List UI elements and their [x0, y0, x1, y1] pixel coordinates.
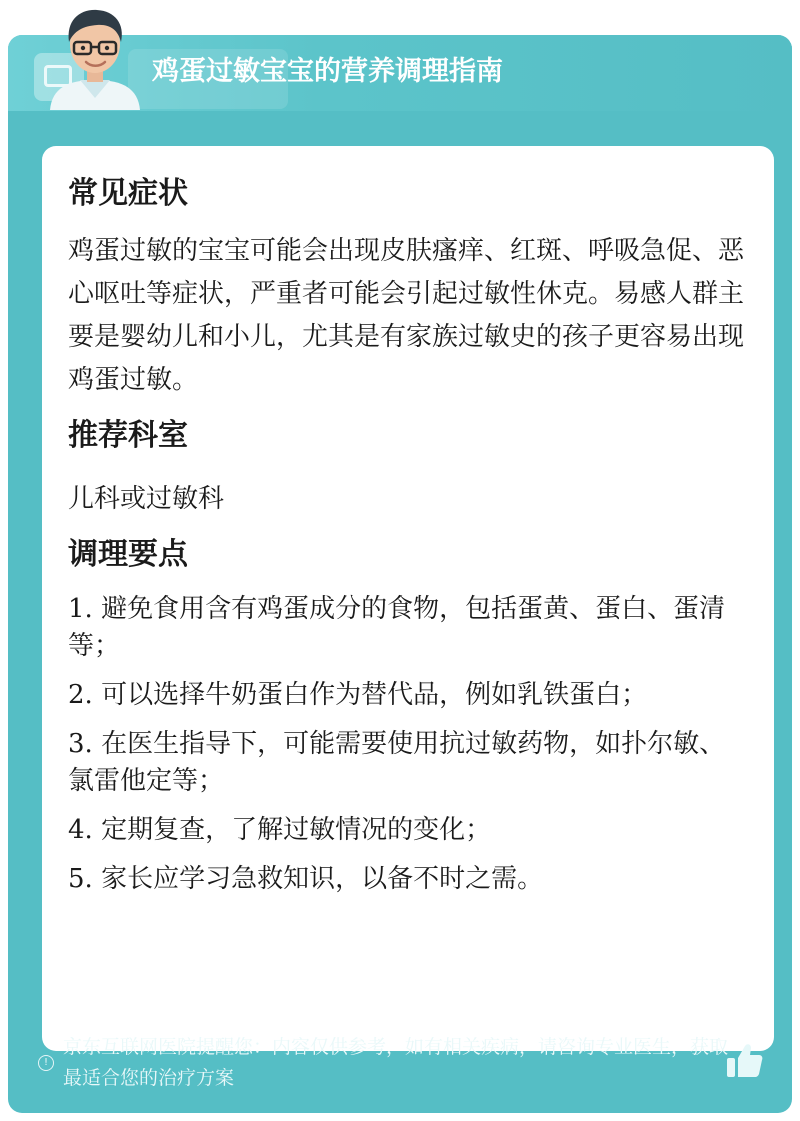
department-text: 儿科或过敏科 — [68, 484, 225, 514]
tip-text: 家长应学习急救知识，以备不时之需。 — [101, 864, 544, 894]
tip-number: 4. — [68, 815, 93, 845]
tip-number: 1. — [68, 594, 93, 624]
tip-text: 定期复查，了解过敏情况的变化； — [101, 815, 492, 845]
page-title: 鸡蛋过敏宝宝的营养调理指南 — [152, 56, 503, 87]
department-heading: 推荐科室 — [68, 418, 188, 453]
content-panel — [42, 146, 774, 1051]
tips-list — [68, 591, 748, 898]
disclaimer-text: 京东互联网医院提醒您：内容仅供参考，如有相关疾病，请咨询专业医生，获取最适合您的治疗方案 — [63, 1036, 729, 1089]
thumbs-up-icon[interactable] — [724, 1041, 764, 1081]
tip-item — [68, 591, 748, 665]
tips-heading: 调理要点 — [68, 537, 188, 572]
tip-text: 在医生指导下，可能需要使用抗过敏药物，如扑尔敏、氯雷他定等； — [68, 729, 726, 796]
tip-text: 可以选择牛奶蛋白作为替代品，例如乳铁蛋白； — [101, 680, 648, 710]
tip-number: 3. — [68, 729, 93, 759]
info-icon: ! — [38, 1055, 54, 1071]
guide-card — [8, 35, 792, 1113]
tip-text: 避免食用含有鸡蛋成分的食物，包括蛋黄、蛋白、蛋清等； — [68, 594, 726, 661]
symptoms-heading: 常见症状 — [68, 176, 188, 211]
tip-item — [68, 812, 748, 849]
tip-item — [68, 677, 748, 714]
doctor-avatar — [40, 0, 150, 110]
tip-item — [68, 861, 748, 898]
tip-number: 5. — [68, 864, 93, 894]
footer — [8, 1020, 792, 1113]
tip-number: 2. — [68, 680, 93, 710]
symptoms-text: 鸡蛋过敏的宝宝可能会出现皮肤瘙痒、红斑、呼吸急促、恶心呕吐等症状，严重者可能会引起过敏性休克。易感人群主要是婴幼儿和小儿，尤其是有家族过敏史的孩子更容易出现鸡蛋过敏。 — [68, 236, 745, 395]
tip-item — [68, 726, 748, 800]
